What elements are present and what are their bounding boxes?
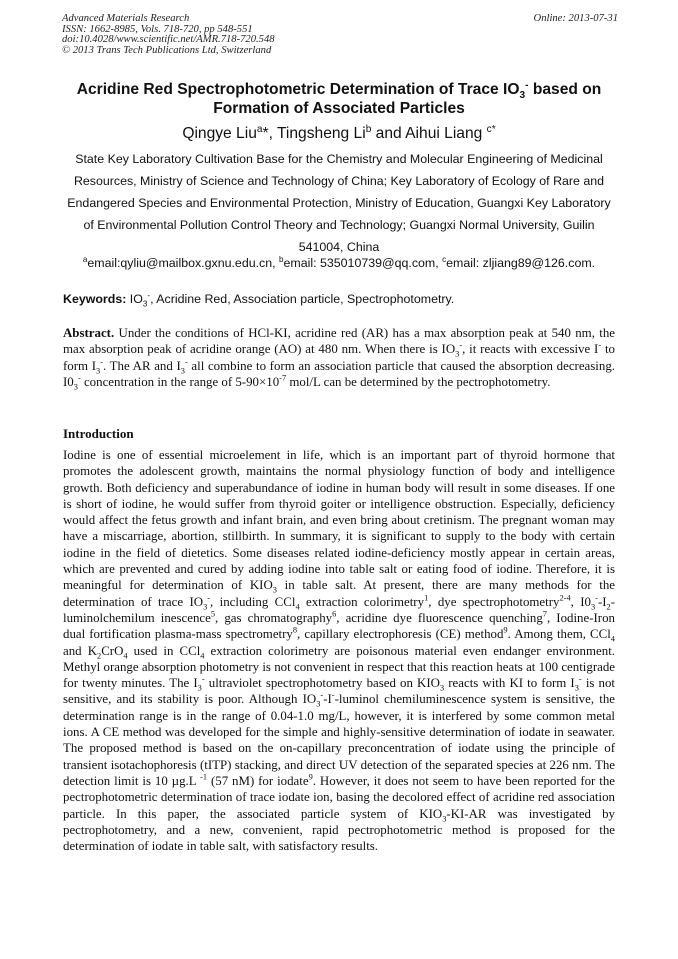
- copyright-line: © 2013 Trans Tech Publications Ltd, Switzerland: [62, 44, 272, 56]
- paper-title: Acridine Red Spectrophotometric Determination of Trace $IO_3^-$ based on Formation of Associated Particles: [76, 79, 602, 117]
- doi-line: doi:10.4028/www.scientific.net/AMR.718-720.548: [62, 34, 275, 46]
- introduction-paragraph: Iodine is one of essential microelement in life, which is an important part of thyroid hormone that promotes the adolescent growth, maintains the normal physiology function of body and intelligence growth. Both deficiency and superabundance of iodine in human body will result in some diseases. If one is short of iodine, he would suffer from thyroid goiter or intelligence obstruction. Especially, deficiency would affect the fetus growth and infant brain, and even bring about cretinism. The pregnant woman may have a miscarriage, abortion, stillbirth. In summary, it is significant to supply to the body with certain iodine in the field of dietetics. Some diseases related iodine-deficiency mostly appear in certain areas, which are prevented and cured by adding iodine into table salt or eating food of iodine. Therefore, it is meaningful for determination of $KIO_3$ in table salt. At present, there are many methods for the determination of trace $IO_3^-$, including CCl$_4$ extraction colorimetry$^1$, dye spectrophotometry$^{2-4}$, $I0_3^--I_2$-luminolchemilum inescence$^5$, gas chromatography$^6$, acridine dye fluorescence quenching$^7$, Iodine-Iron dual fortification plasma-mass spectrometry$^8$, capillary electrophoresis (CE) method$^9$. Among them, CCl$_4$ and $K_2CrO_4$ used in CCl$_4$ extraction colorimetry are poisonous material even endanger environment. Methyl orange absorption photometry is not convenient in respect that this reaction heats at 100 centigrade for twenty minutes. The $I_3^-$ ultraviolet spectrophotometry based on $KIO_3$ reacts with KI to form $I_3^-$ is not sensitive, and its stability is poor. Although $IO_3^--I^-$-luminol chemiluminescence system is sensitive, the determination range is in the range of 0.04-1.0 mg/L, however, it is interfered by some common metal ions. A CE method was developed for the simple and highly-sensitive determination of iodate in seawater. The proposed method is based on the on-capillary preconcentration of iodate using the principle of transient isotachophoresis (tITP) stacking, and direct UV detection of the separated species at 226 nm. The detection limit is 10 µg.L $^{-1}$ (57 nM) for iodate$^9$. However, it does not seem to have been reported for the pectrophotometric determination of trace iodate ion, basing the decolored effect of acridine red association particle. In this paper, the associated particle system of $KIO_3-KI-AR$ was investigated by pectrophotometry, and a new, convenient, rapid pectrophotometric method is proposed for the determination of iodate in table salt, with satisfactory results.: [63, 448, 616, 854]
- abstract: Abstract. Under the conditions of HCl-KI, acridine red (AR) has a max absorption peak at 540 nm, the max absorption peak of acridine orange (AO) at 480 nm. When there is $IO_3^-$, it reacts with excessive I- to form $I_3^-$. The AR and $I_3^-$ all combine to form an association particle that caused the absorption decreasing. $I0_3^-$ concentration in the range of $5-90\times 10^{-7}$ mol/L can be determined by the pectrophotometry.: [63, 326, 616, 392]
- online-date: Online: 2013-07-31: [533, 13, 618, 24]
- abstract-label: Abstract.: [63, 326, 115, 340]
- journal-header: [62, 14, 618, 56]
- author-emails: $^a$email:qyliu@mailbox.gxnu.edu.cn, $^b$email: 535010739@qq.com, $^c$email: zljiang89@126.com.: [82, 254, 596, 270]
- issn-line: ISSN: 1662-8985, Vols. 718-720, pp 548-551: [62, 23, 253, 35]
- journal-name: Advanced Materials Research: [62, 13, 190, 24]
- keywords-label: Keywords:: [63, 292, 127, 306]
- section-heading-introduction: Introduction: [63, 426, 134, 441]
- affiliation: State Key Laboratory Cultivation Base for the Chemistry and Molecular Engineering of Medicinal Resources, Ministry of Science and Technology of China; Key Laboratory of Ecology of Rare and Endangered Species and Environmental Protection, Ministry of Education, Guangxi Key Laboratory of Environmental Pollution Control Theory and Technology; Guangxi Normal University, Guilin 541004, China: [67, 152, 611, 254]
- keywords: Keywords: $IO_3^-$, Acridine Red, Association particle, Spectrophotometry.: [63, 290, 455, 309]
- author-list: Qingye Liu$^a$*, Tingsheng Li$^b$ and Aihui Liang $^{c*}$: [182, 123, 496, 142]
